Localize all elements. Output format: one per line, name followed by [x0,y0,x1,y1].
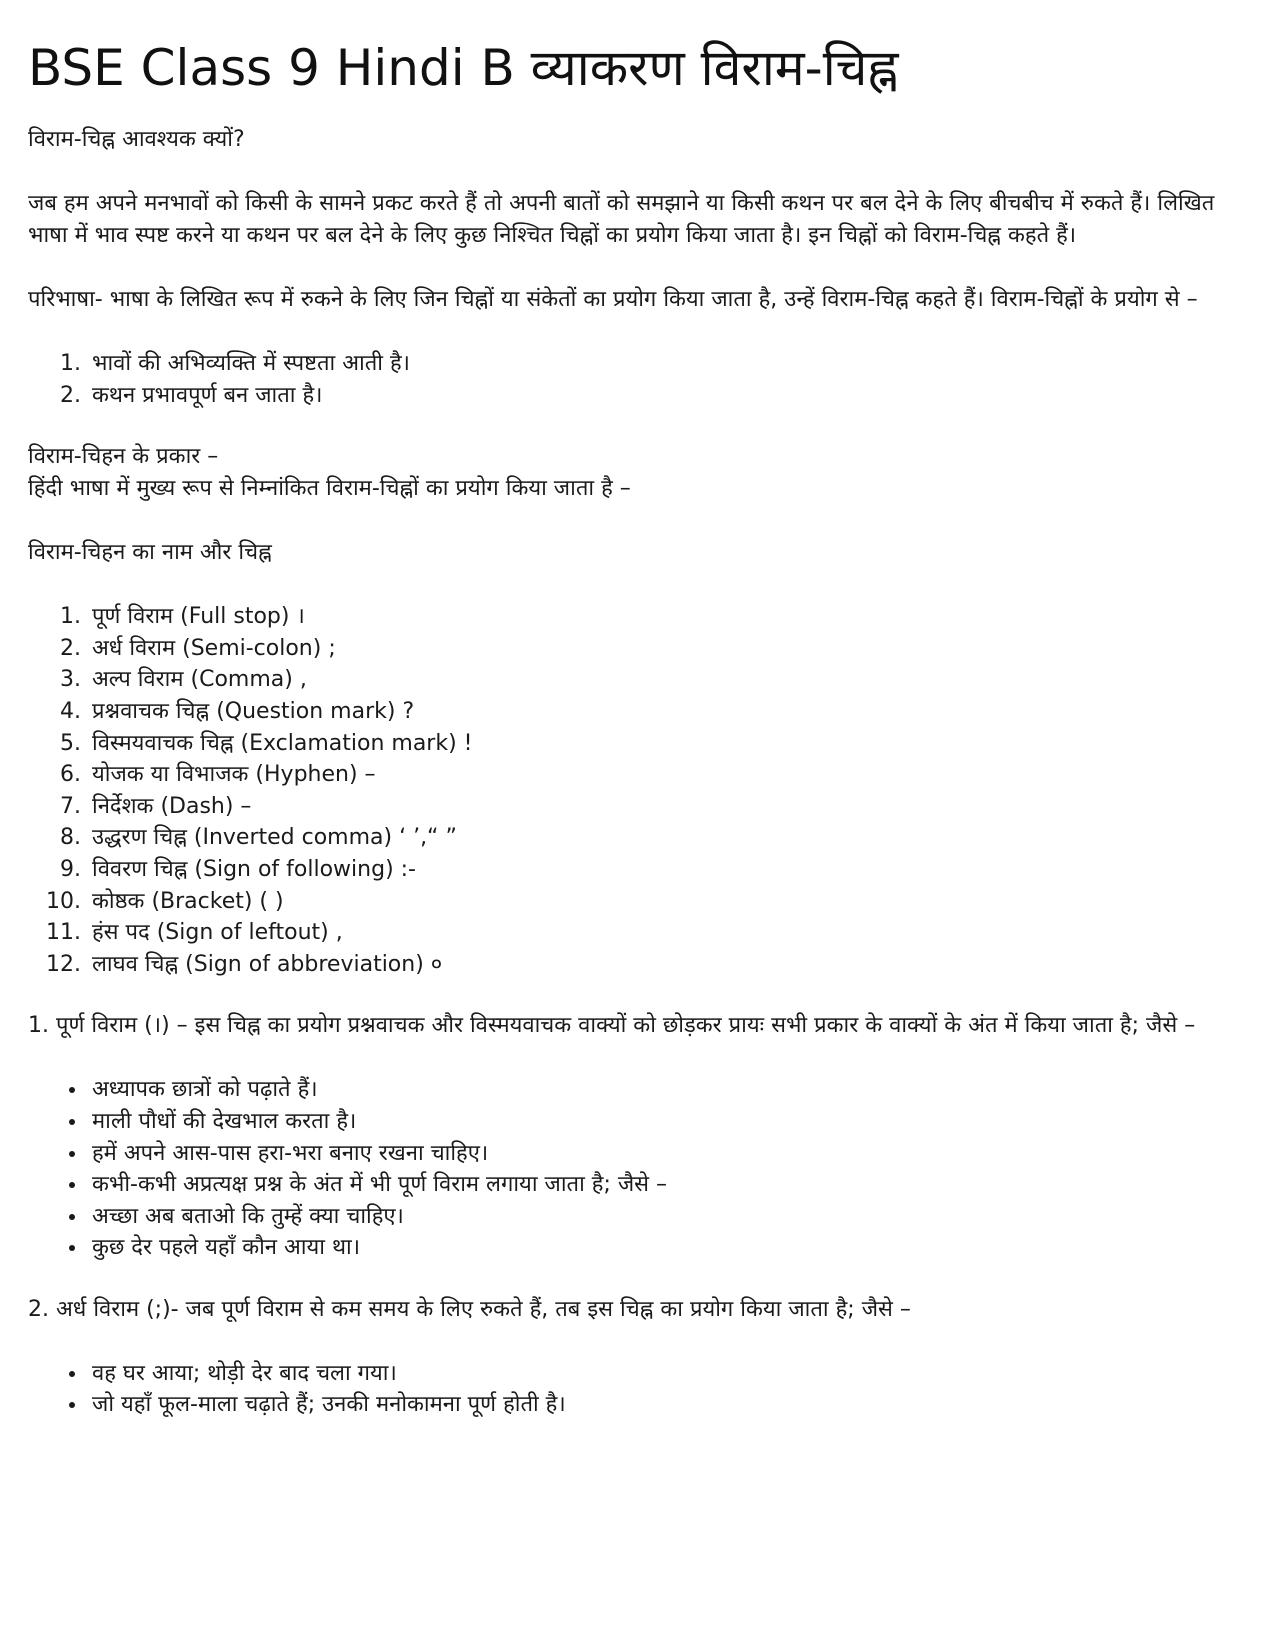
list-item: 9. विवरण चिह्न (Sign of following) :- [88,854,1247,886]
types-heading: विराम-चिहन के प्रकार – [28,444,219,470]
list-item: 2. कथन प्रभावपूर्ण बन जाता है। [88,380,1247,412]
benefits-list [28,348,1247,411]
list-item: • जो यहाँ फूल-माला चढ़ाते हैं; उनकी मनोकामना पूर्ण होती है। [88,1389,1247,1421]
page-title: BSE Class 9 Hindi B व्याकरण विराम-चिह्न [28,39,899,97]
names-heading: विराम-चिहन का नाम और चिह्न [28,540,272,566]
list-item: 5. विस्मयवाचक चिह्न (Exclamation mark) ! [88,728,1247,760]
list-item: 3. अल्प विराम (Comma) , [88,664,1247,696]
list-item: • माली पौधों की देखभाल करता है। [88,1106,1247,1138]
list-item: 2. अर्ध विराम (Semi-colon) ; [88,633,1247,665]
section-ardh-viram: 2. अर्ध विराम (;)- जब पूर्ण विराम से कम समय के लिए रुकते हैं, तब इस चिह्न का प्रयोग किया जाता है; जैसे – [28,1296,911,1322]
list-item: 4. प्रश्नवाचक चिह्न (Question mark) ? [88,696,1247,728]
list-item: • हमें अपने आस-पास हरा-भरा बनाए रखना चाहिए। [88,1138,1247,1170]
list-item: 12. लाघव चिह्न (Sign of abbreviation) ० [88,949,1247,981]
intro-question: विराम-चिह्न आवश्यक क्यों? [28,127,245,152]
list-item: 11. हंस पद (Sign of leftout) , [88,917,1247,949]
list-item: 7. निर्देशक (Dash) – [88,791,1247,823]
list-item: • कभी-कभी अप्रत्यक्ष प्रश्न के अंत में भी पूर्ण विराम लगाया जाता है; जैसे – [88,1169,1247,1201]
list-item: 8. उद्धरण चिह्न (Inverted comma) ‘ ’,“ ” [88,822,1247,854]
list-item: • वह घर आया; थोड़ी देर बाद चला गया। [88,1358,1247,1390]
purna-viram-examples [28,1074,1247,1264]
list-item: 10. कोष्ठक (Bracket) ( ) [88,886,1247,918]
section-purna-viram: 1. पूर्ण विराम (।) – इस चिह्न का प्रयोग प्रश्नवाचक और विस्मयवाचक वाक्यों को छोड़कर प्रायः सभी प्रकार के वाक्यों के अंत में किया जाता है; जैसे – [28,1013,1196,1039]
list-item: 1. पूर्ण विराम (Full stop) । [88,601,1247,633]
ardh-viram-examples [28,1358,1247,1421]
list-item: • अध्यापक छात्रों को पढ़ाते हैं। [88,1074,1247,1106]
list-item: 1. भावों की अभिव्यक्ति में स्पष्टता आती है। [88,348,1247,380]
punctuation-marks-list [28,601,1247,980]
list-item: • कुछ देर पहले यहाँ कौन आया था। [88,1232,1247,1264]
types-intro: हिंदी भाषा में मुख्य रूप से निम्नांकित विराम-चिह्नों का प्रयोग किया जाता है – [28,476,631,502]
intro-paragraph: जब हम अपने मनभावों को किसी के सामने प्रकट करते हैं तो अपनी बातों को समझाने या किसी कथन पर बल देने के लिए बीचबीच में रुकते हैं। लिखित भाषा में भाव स्पष्ट करने या कथन पर बल देने के लिए कुछ निश्चित चिह्नों का प्रयोग किया जाता है। इन चिह्नों को विराम-चिह्न कहते हैं। [28,191,1215,248]
list-item: 6. योजक या विभाजक (Hyphen) – [88,759,1247,791]
list-item: • अच्छा अब बताओ कि तुम्हें क्या चाहिए। [88,1201,1247,1233]
definition-paragraph: परिभाषा- भाषा के लिखित रूप में रुकने के लिए जिन चिह्नों या संकेतों का प्रयोग किया जाता है, उन्हें विराम-चिह्न कहते हैं। विराम-चिह्नों के प्रयोग से – [28,287,1198,312]
